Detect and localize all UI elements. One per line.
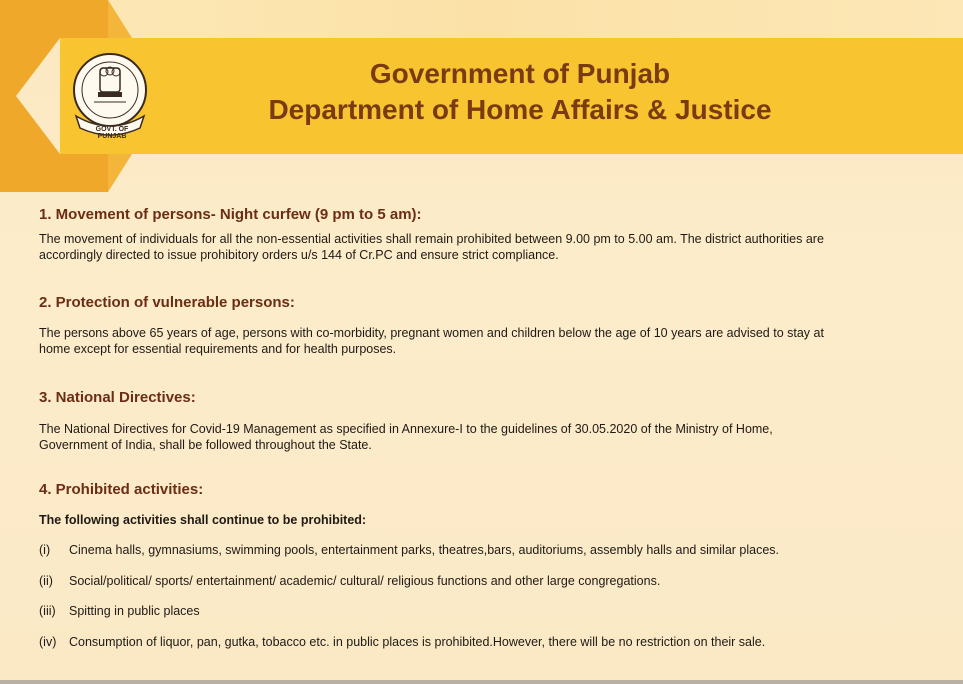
- section-2-title: 2. Protection of vulnerable persons:: [39, 294, 295, 311]
- seal-label: GOVT. OF PUNJAB: [95, 126, 129, 140]
- section-1-line-2: accordingly directed to issue prohibitory orders u/s 144 of Cr.PC and ensure strict compliance.: [39, 248, 559, 262]
- section-4-subheading: The following activities shall continue to be prohibited:: [39, 513, 367, 527]
- section-1-line-1: The movement of individuals for all the non-essential activities shall remain prohibited between 9.00 pm to 5.00 am. The district authorities are: [39, 232, 824, 246]
- arrow-notch-top: [108, 0, 132, 38]
- bottom-border: [0, 680, 963, 684]
- prohibited-item-1: [39, 543, 779, 557]
- section-3-body: [39, 421, 919, 453]
- section-3-line-2: Government of India, shall be followed throughout the State.: [39, 438, 372, 452]
- punjab-seal-logo: [66, 50, 154, 138]
- section-4-title: 4. Prohibited activities:: [39, 481, 204, 498]
- government-title: Government of Punjab: [369, 58, 671, 89]
- section-3-line-1: The National Directives for Covid-19 Management as specified in Annexure-I to the guidelines of 30.05.2020 of the Ministry of Home,: [39, 422, 773, 436]
- section-1-body: [39, 231, 919, 263]
- section-2-line-1: The persons above 65 years of age, persons with co-morbidity, pregnant women and children below the age of 10 years are advised to stay at: [39, 326, 824, 340]
- department-title: Department of Home Affairs & Justice: [268, 94, 772, 125]
- section-3-title: 3. National Directives:: [39, 389, 196, 406]
- section-2-line-2: home except for essential requirements and for health purposes.: [39, 342, 397, 356]
- item-text: Spitting in public places: [69, 604, 200, 618]
- prohibited-item-3: [39, 604, 200, 618]
- item-text: Social/political/ sports/ entertainment/ academic/ cultural/ religious functions and other large congregations.: [69, 574, 661, 588]
- section-2-body: [39, 325, 919, 357]
- item-text: Consumption of liquor, pan, gutka, tobacco etc. in public places is prohibited.However, there will be no restriction on their sale.: [69, 635, 766, 649]
- item-number: (iv): [39, 635, 57, 649]
- header-titles: [200, 56, 840, 128]
- prohibited-item-4: [39, 635, 765, 649]
- item-number: (ii): [39, 574, 53, 588]
- prohibited-item-2: [39, 574, 660, 588]
- section-1-title: 1. Movement of persons- Night curfew (9 pm to 5 am):: [39, 206, 422, 223]
- item-text: Cinema halls, gymnasiums, swimming pools, entertainment parks, theatres,bars, auditoriums, assembly halls and similar places.: [69, 543, 780, 557]
- item-number: (i): [39, 543, 51, 557]
- item-number: (iii): [39, 604, 56, 618]
- arrow-notch-bottom: [108, 154, 132, 192]
